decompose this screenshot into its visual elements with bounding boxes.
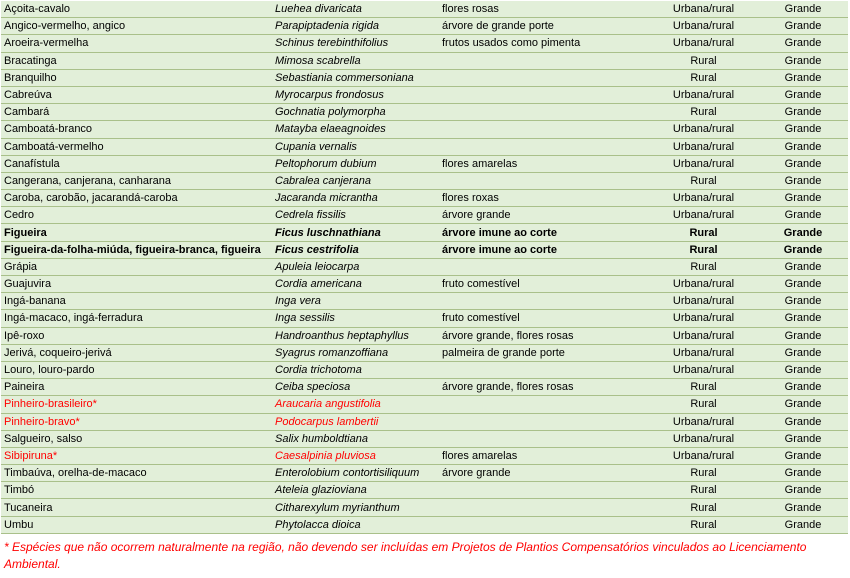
scientific-name-cell: Ateleia glazioviana <box>272 482 439 499</box>
scientific-name-cell: Apuleia leiocarpa <box>272 258 439 275</box>
observation-cell <box>439 86 649 103</box>
popular-name-cell: Angico-vermelho, angico <box>1 18 272 35</box>
usage-cell: Urbana/rural <box>649 35 758 52</box>
scientific-name-cell: Parapiptadenia rigida <box>272 18 439 35</box>
popular-name-cell: Tucaneira <box>1 499 272 516</box>
observation-cell <box>439 52 649 69</box>
table-row <box>1 379 848 396</box>
scientific-name-cell: Citharexylum myrianthum <box>272 499 439 516</box>
size-cell: Grande <box>758 1 848 18</box>
usage-cell: Urbana/rural <box>649 413 758 430</box>
usage-cell: Rural <box>649 482 758 499</box>
table-row <box>1 52 848 69</box>
scientific-name-cell: Luehea divaricata <box>272 1 439 18</box>
size-cell: Grande <box>758 224 848 241</box>
observation-cell: flores roxas <box>439 190 649 207</box>
scientific-name-cell: Inga sessilis <box>272 310 439 327</box>
observation-cell <box>439 482 649 499</box>
observation-cell: frutos usados como pimenta <box>439 35 649 52</box>
popular-name-cell: Ipê-roxo <box>1 327 272 344</box>
usage-cell: Urbana/rural <box>649 276 758 293</box>
popular-name-cell: Ingá-banana <box>1 293 272 310</box>
table-row <box>1 155 848 172</box>
observation-cell <box>439 413 649 430</box>
usage-cell: Urbana/rural <box>649 155 758 172</box>
table-row <box>1 121 848 138</box>
usage-cell: Rural <box>649 258 758 275</box>
observation-cell: flores rosas <box>439 1 649 18</box>
table-row <box>1 258 848 275</box>
popular-name-cell: Grápia <box>1 258 272 275</box>
scientific-name-cell: Enterolobium contortisiliquum <box>272 465 439 482</box>
scientific-name-cell: Ficus luschnathiana <box>272 224 439 241</box>
popular-name-cell: Aroeira-vermelha <box>1 35 272 52</box>
table-row <box>1 1 848 18</box>
species-table-body <box>1 1 848 533</box>
size-cell: Grande <box>758 361 848 378</box>
popular-name-cell: Cangerana, canjerana, canharana <box>1 172 272 189</box>
popular-name-cell: Timbó <box>1 482 272 499</box>
size-cell: Grande <box>758 190 848 207</box>
table-row <box>1 207 848 224</box>
table-row <box>1 190 848 207</box>
scientific-name-cell: Cordia trichotoma <box>272 361 439 378</box>
scientific-name-cell: Caesalpinia pluviosa <box>272 447 439 464</box>
usage-cell: Rural <box>649 499 758 516</box>
popular-name-cell: Guajuvira <box>1 276 272 293</box>
size-cell: Grande <box>758 499 848 516</box>
size-cell: Grande <box>758 516 848 533</box>
usage-cell: Rural <box>649 516 758 533</box>
size-cell: Grande <box>758 447 848 464</box>
usage-cell: Urbana/rural <box>649 138 758 155</box>
observation-cell: árvore grande <box>439 465 649 482</box>
observation-cell: fruto comestível <box>439 310 649 327</box>
observation-cell <box>439 516 649 533</box>
popular-name-cell: Camboatá-branco <box>1 121 272 138</box>
scientific-name-cell: Podocarpus lambertii <box>272 413 439 430</box>
table-row <box>1 413 848 430</box>
table-row <box>1 18 848 35</box>
observation-cell: fruto comestível <box>439 276 649 293</box>
usage-cell: Rural <box>649 52 758 69</box>
usage-cell: Rural <box>649 465 758 482</box>
size-cell: Grande <box>758 207 848 224</box>
usage-cell: Urbana/rural <box>649 190 758 207</box>
popular-name-cell: Cabreúva <box>1 86 272 103</box>
popular-name-cell: Cambará <box>1 104 272 121</box>
scientific-name-cell: Sebastiania commersoniana <box>272 69 439 86</box>
table-row <box>1 69 848 86</box>
table-row <box>1 361 848 378</box>
observation-cell: árvore grande <box>439 207 649 224</box>
scientific-name-cell: Jacaranda micrantha <box>272 190 439 207</box>
scientific-name-cell: Araucaria angustifolia <box>272 396 439 413</box>
size-cell: Grande <box>758 379 848 396</box>
scientific-name-cell: Cedrela fissilis <box>272 207 439 224</box>
popular-name-cell: Timbaúva, orelha-de-macaco <box>1 465 272 482</box>
size-cell: Grande <box>758 121 848 138</box>
size-cell: Grande <box>758 35 848 52</box>
size-cell: Grande <box>758 258 848 275</box>
observation-cell <box>439 121 649 138</box>
observation-cell: árvore grande, flores rosas <box>439 327 649 344</box>
size-cell: Grande <box>758 310 848 327</box>
usage-cell: Rural <box>649 396 758 413</box>
usage-cell: Urbana/rural <box>649 310 758 327</box>
usage-cell: Urbana/rural <box>649 344 758 361</box>
table-row <box>1 327 848 344</box>
scientific-name-cell: Myrocarpus frondosus <box>272 86 439 103</box>
scientific-name-cell: Schinus terebinthifolius <box>272 35 439 52</box>
scientific-name-cell: Phytolacca dioica <box>272 516 439 533</box>
size-cell: Grande <box>758 69 848 86</box>
scientific-name-cell: Ceiba speciosa <box>272 379 439 396</box>
popular-name-cell: Umbu <box>1 516 272 533</box>
usage-cell: Urbana/rural <box>649 1 758 18</box>
scientific-name-cell: Peltophorum dubium <box>272 155 439 172</box>
scientific-name-cell: Gochnatia polymorpha <box>272 104 439 121</box>
observation-cell: árvore grande, flores rosas <box>439 379 649 396</box>
species-table <box>1 1 848 534</box>
usage-cell: Urbana/rural <box>649 18 758 35</box>
size-cell: Grande <box>758 52 848 69</box>
scientific-name-cell: Syagrus romanzoffiana <box>272 344 439 361</box>
table-row <box>1 224 848 241</box>
popular-name-cell: Cedro <box>1 207 272 224</box>
scientific-name-cell: Inga vera <box>272 293 439 310</box>
popular-name-cell: Bracatinga <box>1 52 272 69</box>
usage-cell: Urbana/rural <box>649 121 758 138</box>
table-row <box>1 482 848 499</box>
size-cell: Grande <box>758 138 848 155</box>
popular-name-cell: Louro, louro-pardo <box>1 361 272 378</box>
usage-cell: Urbana/rural <box>649 86 758 103</box>
observation-cell <box>439 361 649 378</box>
size-cell: Grande <box>758 430 848 447</box>
table-row <box>1 172 848 189</box>
footnote: * Espécies que não ocorrem naturalmente na região, não devendo ser incluídas em Projetos de Plantios Compensatórios vinculados ao Licenciamento Ambiental. <box>4 540 807 571</box>
usage-cell: Urbana/rural <box>649 293 758 310</box>
table-row <box>1 396 848 413</box>
usage-cell: Rural <box>649 172 758 189</box>
observation-cell <box>439 258 649 275</box>
popular-name-cell: Pinheiro-brasileiro* <box>1 396 272 413</box>
usage-cell: Rural <box>649 69 758 86</box>
table-row <box>1 138 848 155</box>
usage-cell: Rural <box>649 241 758 258</box>
observation-cell <box>439 293 649 310</box>
observation-cell <box>439 172 649 189</box>
table-row <box>1 35 848 52</box>
popular-name-cell: Canafístula <box>1 155 272 172</box>
observation-cell <box>439 499 649 516</box>
scientific-name-cell: Cupania vernalis <box>272 138 439 155</box>
popular-name-cell: Caroba, carobão, jacarandá-caroba <box>1 190 272 207</box>
observation-cell <box>439 430 649 447</box>
table-row <box>1 86 848 103</box>
observation-cell: palmeira de grande porte <box>439 344 649 361</box>
observation-cell <box>439 138 649 155</box>
table-row <box>1 293 848 310</box>
size-cell: Grande <box>758 344 848 361</box>
table-row <box>1 430 848 447</box>
size-cell: Grande <box>758 18 848 35</box>
size-cell: Grande <box>758 396 848 413</box>
popular-name-cell: Paineira <box>1 379 272 396</box>
popular-name-cell: Sibipiruna* <box>1 447 272 464</box>
popular-name-cell: Jerivá, coqueiro-jerivá <box>1 344 272 361</box>
scientific-name-cell: Mimosa scabrella <box>272 52 439 69</box>
usage-cell: Urbana/rural <box>649 447 758 464</box>
table-row <box>1 465 848 482</box>
observation-cell: flores amarelas <box>439 155 649 172</box>
size-cell: Grande <box>758 155 848 172</box>
popular-name-cell: Figueira <box>1 224 272 241</box>
popular-name-cell: Figueira-da-folha-miúda, figueira-branca, figueira <box>1 241 272 258</box>
observation-cell <box>439 104 649 121</box>
scientific-name-cell: Matayba elaeagnoides <box>272 121 439 138</box>
table-row <box>1 516 848 533</box>
popular-name-cell: Branquilho <box>1 69 272 86</box>
scientific-name-cell: Handroanthus heptaphyllus <box>272 327 439 344</box>
popular-name-cell: Camboatá-vermelho <box>1 138 272 155</box>
scientific-name-cell: Cabralea canjerana <box>272 172 439 189</box>
table-row <box>1 241 848 258</box>
observation-cell: árvore imune ao corte <box>439 224 649 241</box>
usage-cell: Rural <box>649 224 758 241</box>
table-row <box>1 447 848 464</box>
observation-cell: flores amarelas <box>439 447 649 464</box>
size-cell: Grande <box>758 276 848 293</box>
usage-cell: Rural <box>649 104 758 121</box>
usage-cell: Urbana/rural <box>649 361 758 378</box>
scientific-name-cell: Ficus cestrifolia <box>272 241 439 258</box>
size-cell: Grande <box>758 327 848 344</box>
usage-cell: Urbana/rural <box>649 430 758 447</box>
table-row <box>1 104 848 121</box>
table-row <box>1 310 848 327</box>
size-cell: Grande <box>758 413 848 430</box>
size-cell: Grande <box>758 172 848 189</box>
size-cell: Grande <box>758 241 848 258</box>
scientific-name-cell: Cordia americana <box>272 276 439 293</box>
size-cell: Grande <box>758 104 848 121</box>
size-cell: Grande <box>758 86 848 103</box>
size-cell: Grande <box>758 482 848 499</box>
usage-cell: Urbana/rural <box>649 207 758 224</box>
size-cell: Grande <box>758 293 848 310</box>
popular-name-cell: Açoita-cavalo <box>1 1 272 18</box>
observation-cell <box>439 396 649 413</box>
observation-cell: árvore imune ao corte <box>439 241 649 258</box>
usage-cell: Rural <box>649 379 758 396</box>
table-row <box>1 276 848 293</box>
table-row <box>1 499 848 516</box>
size-cell: Grande <box>758 465 848 482</box>
observation-cell: árvore de grande porte <box>439 18 649 35</box>
usage-cell: Urbana/rural <box>649 327 758 344</box>
table-row <box>1 344 848 361</box>
scientific-name-cell: Salix humboldtiana <box>272 430 439 447</box>
observation-cell <box>439 69 649 86</box>
popular-name-cell: Salgueiro, salso <box>1 430 272 447</box>
popular-name-cell: Ingá-macaco, ingá-ferradura <box>1 310 272 327</box>
popular-name-cell: Pinheiro-bravo* <box>1 413 272 430</box>
